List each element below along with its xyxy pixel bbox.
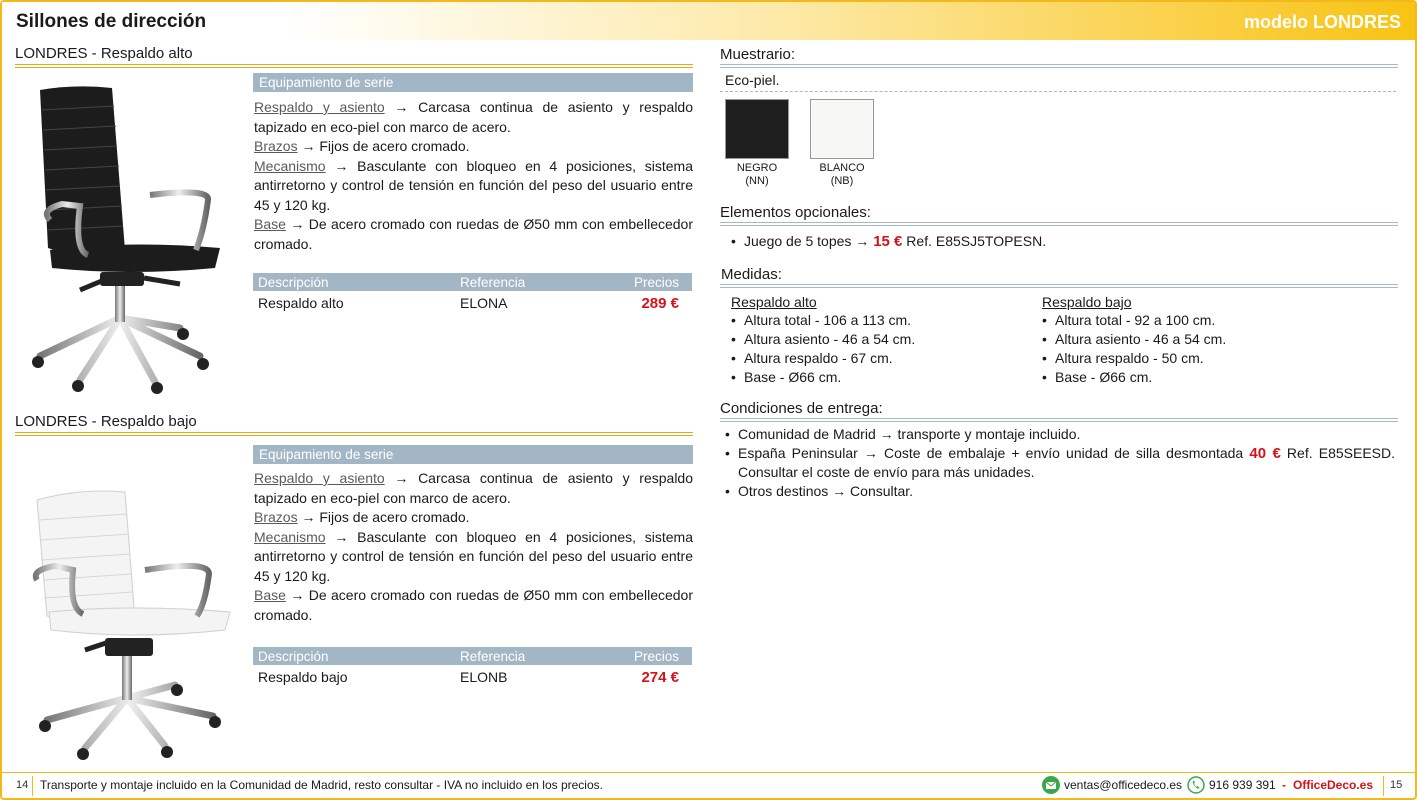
feature-arms xyxy=(254,137,693,157)
page-header xyxy=(2,2,1415,40)
email-icon xyxy=(1042,776,1060,794)
page-title: Sillones de dirección xyxy=(16,11,207,32)
measure-label: Altura respaldo xyxy=(744,350,839,366)
feature-text: → Basculante con bloqueo en 4 posiciones, sistema antirretorno y control de tensión en función del peso del usuario entre 45 y 120 kg. xyxy=(254,157,693,213)
swatch-code: (NN) xyxy=(745,175,769,187)
samples-material: Eco-piel. xyxy=(725,72,780,88)
measure-value: - 67 cm. xyxy=(838,350,893,366)
list-item xyxy=(731,368,915,387)
swatch-black xyxy=(725,99,789,159)
section-rule xyxy=(720,222,1398,226)
swatch-white xyxy=(810,99,874,159)
chair-high-back-image xyxy=(20,80,245,400)
price-table xyxy=(253,647,692,691)
list-item xyxy=(731,330,915,349)
optional-ref: Ref. E85SJ5TOPESN. xyxy=(902,233,1047,249)
measure-value: - Ø66 cm. xyxy=(775,369,842,385)
swatch-white-label xyxy=(810,162,874,188)
footer-email[interactable]: ventas@officedeco.es xyxy=(1064,778,1183,792)
feature-term: Mecanismo xyxy=(254,157,326,174)
swatch-name: BLANCO xyxy=(819,162,865,174)
feature-text: → Carcasa continua de asiento y respaldo tapizado en eco-piel con marco de acero. xyxy=(254,99,693,135)
row-description: Respaldo alto xyxy=(258,295,344,311)
samples-title: Muestrario: xyxy=(720,46,796,63)
row-price: 274 € xyxy=(641,669,679,686)
price-table-header xyxy=(253,647,692,665)
measures-title: Medidas: xyxy=(721,266,782,283)
feature-term: Base xyxy=(254,587,286,603)
feature-text: → De acero cromado con ruedas de Ø50 mm con embellecedor cromado. xyxy=(254,587,693,623)
list-item xyxy=(731,232,1046,251)
phone-icon xyxy=(1187,776,1205,794)
optional-list xyxy=(731,232,1046,251)
col-price: Precios xyxy=(633,275,679,290)
col-description: Descripción xyxy=(258,275,329,290)
section-rule xyxy=(720,418,1398,422)
measure-label: Altura total xyxy=(1055,312,1122,328)
product-description xyxy=(254,98,693,254)
list-item xyxy=(1042,368,1226,387)
delivery-title: Condiciones de entrega: xyxy=(720,400,883,417)
delivery-text: España Peninsular → Coste de embalaje + envío unidad de silla desmontada xyxy=(738,445,1250,461)
measure-label: Altura respaldo xyxy=(1055,350,1150,366)
delivery-price: 40 € xyxy=(1249,445,1281,462)
swatch-name: NEGRO xyxy=(736,162,778,174)
measures-low-heading: Respaldo bajo xyxy=(1042,294,1132,310)
measure-label: Base xyxy=(744,369,776,385)
row-description: Respaldo bajo xyxy=(258,669,348,685)
equipment-header: Equipamiento de serie xyxy=(253,73,693,92)
measure-value: - 50 cm. xyxy=(1149,350,1204,366)
model-name: modelo LONDRES xyxy=(1243,12,1401,32)
product-title-low: LONDRES - Respaldo bajo xyxy=(15,413,197,430)
measures-low-list xyxy=(1042,311,1226,387)
footer-note: Transporte y montaje incluido en la Comunidad de Madrid, resto consultar - IVA no incluido en los precios. xyxy=(40,778,603,792)
feature-base xyxy=(254,586,693,625)
feature-term: Brazos xyxy=(254,138,298,154)
measure-value: - 46 a 54 cm. xyxy=(1140,331,1227,347)
list-item xyxy=(731,349,915,368)
section-rule xyxy=(720,284,1398,288)
feature-text: → De acero cromado con ruedas de Ø50 mm con embellecedor cromado. xyxy=(254,216,693,252)
footer-separator-dash: - xyxy=(1282,778,1286,792)
equipment-header: Equipamiento de serie xyxy=(253,445,693,464)
footer-separator xyxy=(32,776,33,796)
delivery-text: Comunidad de Madrid → transporte y montaje incluido. xyxy=(738,426,1081,442)
measure-value: - 92 a 100 cm. xyxy=(1121,312,1216,328)
price-table xyxy=(253,273,692,317)
feature-backrest-seat xyxy=(254,98,693,137)
list-item xyxy=(1042,311,1226,330)
feature-text: → Carcasa continua de asiento y respaldo tapizado en eco-piel con marco de acero. xyxy=(254,470,693,506)
feature-term: Respaldo y asiento xyxy=(254,470,385,486)
measure-label: Altura asiento xyxy=(744,331,830,347)
delivery-text: Otros destinos → Consultar. xyxy=(738,483,914,499)
delivery-text: Ref. E85SEESD. Consultar el coste de envío para más unidades. xyxy=(738,445,1395,480)
swatch-black-label xyxy=(725,162,789,188)
table-row xyxy=(253,665,692,691)
footer-divider xyxy=(2,772,1415,773)
feature-mechanism xyxy=(254,157,693,216)
dashed-divider xyxy=(720,91,1396,92)
list-item xyxy=(1042,349,1226,368)
col-description: Descripción xyxy=(258,649,329,664)
measure-label: Base xyxy=(1055,369,1087,385)
measure-value: - 106 a 113 cm. xyxy=(810,312,912,328)
product-description xyxy=(254,469,693,625)
feature-text: → Fijos de acero cromado. xyxy=(297,509,470,525)
product-title-high: LONDRES - Respaldo alto xyxy=(15,45,193,62)
measures-high-heading: Respaldo alto xyxy=(731,294,817,310)
optional-text: Juego de 5 topes → xyxy=(744,233,874,249)
feature-base xyxy=(254,215,693,254)
feature-mechanism xyxy=(254,528,693,587)
col-reference: Referencia xyxy=(460,275,526,290)
list-item xyxy=(725,444,1395,482)
list-item xyxy=(725,425,1395,444)
feature-arms xyxy=(254,508,693,528)
list-item xyxy=(725,482,1395,501)
section-rule xyxy=(15,64,693,68)
feature-backrest-seat xyxy=(254,469,693,508)
list-item xyxy=(731,311,915,330)
delivery-list xyxy=(725,425,1395,501)
page-number-right: 15 xyxy=(1390,779,1403,791)
feature-term: Mecanismo xyxy=(254,528,326,545)
measure-value: - Ø66 cm. xyxy=(1086,369,1153,385)
swatch-code: (NB) xyxy=(830,175,854,187)
section-rule xyxy=(15,432,693,436)
price-table-header xyxy=(253,273,692,291)
measure-label: Altura asiento xyxy=(1055,331,1141,347)
section-rule xyxy=(720,64,1398,68)
measure-label: Altura total xyxy=(744,312,811,328)
feature-text: → Basculante con bloqueo en 4 posiciones, sistema antirretorno y control de tensión en función del peso del usuario entre 45 y 120 kg. xyxy=(254,528,693,584)
feature-term: Respaldo y asiento xyxy=(254,99,385,115)
optional-title: Elementos opcionales: xyxy=(720,204,871,221)
chair-low-back-image xyxy=(25,480,240,760)
page-number-left: 14 xyxy=(16,779,29,791)
table-row xyxy=(253,291,692,317)
measures-high-list xyxy=(731,311,915,387)
footer-brand[interactable]: OfficeDeco.es xyxy=(1293,778,1374,792)
footer-separator xyxy=(1383,776,1384,796)
list-item xyxy=(1042,330,1226,349)
row-price: 289 € xyxy=(641,295,679,312)
optional-price: 15 € xyxy=(873,233,903,250)
row-reference: ELONB xyxy=(460,669,508,685)
col-reference: Referencia xyxy=(460,649,526,664)
footer-phone[interactable]: 916 939 391 xyxy=(1209,778,1276,792)
measure-value: - 46 a 54 cm. xyxy=(829,331,916,347)
feature-term: Base xyxy=(254,216,286,232)
feature-text: → Fijos de acero cromado. xyxy=(297,138,470,154)
feature-term: Brazos xyxy=(254,509,298,525)
row-reference: ELONA xyxy=(460,295,508,311)
col-price: Precios xyxy=(633,649,679,664)
